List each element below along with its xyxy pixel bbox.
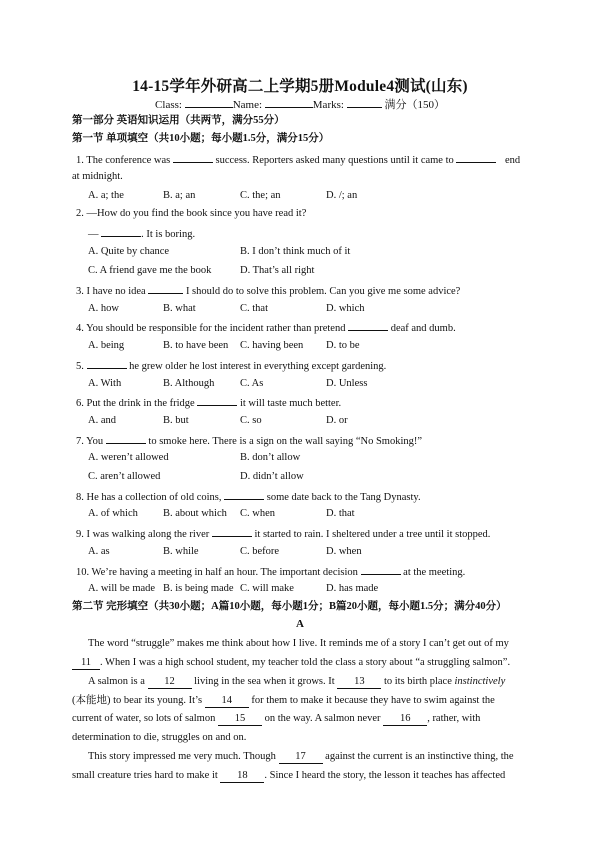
q5-option-a[interactable]: A. With: [88, 378, 122, 389]
q3-option-b[interactable]: B. what: [163, 303, 196, 314]
passage-line: 11 . When I was a high school student, my teacher told the class a story about “a struggling salmon”.: [72, 656, 530, 670]
score-label: 满分（150）: [384, 99, 445, 111]
cloze-blank-16[interactable]: 16: [383, 712, 427, 726]
q5-option-c[interactable]: C. As: [240, 378, 264, 389]
q3-option-a[interactable]: A. how: [88, 303, 119, 314]
answer-blank[interactable]: [456, 152, 496, 163]
q9-option-a[interactable]: A. as: [88, 546, 110, 557]
q4-option-b[interactable]: B. to have been: [163, 340, 229, 351]
question-3-stem: 3. I have no idea I should do to solve this problem. Can you give me some advice?: [76, 283, 460, 298]
class-field[interactable]: [185, 97, 233, 108]
question-1-stem: 1. The conference was success. Reporters asked many questions until it came to end: [76, 152, 520, 167]
question-9-stem: 9. I was walking along the river it started to rain. I sheltered under a tree until it stopped.: [76, 526, 490, 541]
marks-label: Marks:: [312, 99, 344, 111]
q4-option-c[interactable]: C. having been: [240, 340, 304, 351]
q7-option-a[interactable]: A. weren’t allowed: [88, 452, 169, 463]
q10-option-d[interactable]: D. has made: [326, 583, 379, 594]
q5-option-b[interactable]: B. Although: [163, 378, 215, 389]
answer-blank[interactable]: [212, 526, 252, 537]
question-2-answer-line: — . It is boring.: [88, 226, 195, 241]
answer-blank[interactable]: [224, 489, 264, 500]
q3-option-d[interactable]: D. which: [326, 303, 365, 314]
q8-option-c[interactable]: C. when: [240, 508, 275, 519]
answer-blank[interactable]: [173, 152, 213, 163]
question-7-stem: 7. You to smoke here. There is a sign on the wall saying “No Smoking!”: [76, 433, 422, 448]
page-title: 14-15学年外研高二上学期5册Module4测试(山东): [132, 78, 468, 95]
q2-option-b[interactable]: B. I don’t think much of it: [240, 246, 351, 257]
answer-blank[interactable]: [197, 395, 237, 406]
question-5-stem: 5. he grew older he lost interest in everything except gardening.: [76, 358, 386, 373]
q9-option-b[interactable]: B. while: [163, 546, 199, 557]
name-label: Name:: [232, 99, 263, 111]
q6-option-d[interactable]: D. or: [326, 415, 348, 426]
cloze-blank-13[interactable]: 13: [337, 675, 381, 689]
q9-option-c[interactable]: C. before: [240, 546, 280, 557]
q6-option-b[interactable]: B. but: [163, 415, 189, 426]
cloze-blank-12[interactable]: 12: [148, 675, 192, 689]
student-info-line: [0, 96, 600, 112]
q8-option-b[interactable]: B. about which: [163, 508, 227, 519]
section2-title: 第二节 完形填空（共30小题；A篇10小题，每小题1分；B篇20小题，每小题1.5分；满分40分）: [72, 601, 507, 612]
question-4-stem: 4. You should be responsible for the incident rather than pretend deaf and dumb.: [76, 320, 456, 335]
q6-option-c[interactable]: C. so: [240, 415, 262, 426]
answer-blank[interactable]: [101, 226, 141, 237]
q6-option-a[interactable]: A. and: [88, 415, 116, 426]
q8-option-d[interactable]: D. that: [326, 508, 355, 519]
cloze-blank-17[interactable]: 17: [279, 750, 323, 764]
q1-option-a[interactable]: A. a; the: [88, 190, 124, 201]
cloze-blank-11[interactable]: 11: [72, 656, 100, 670]
passage-line: current of water, so lots of salmon 15 on the way. A salmon never 16 , rather, with: [72, 713, 481, 724]
q5-option-d[interactable]: D. Unless: [326, 378, 368, 389]
q10-option-b[interactable]: B. is being made: [163, 583, 234, 594]
question-2-stem: 2. —How do you find the book since you have read it?: [76, 208, 307, 219]
answer-blank[interactable]: [361, 564, 401, 575]
q10-option-c[interactable]: C. will make: [240, 583, 294, 594]
passage-line: determination to die, struggles on and on.: [72, 732, 247, 743]
part1-title: 第一部分 英语知识运用（共两节，满分55分）: [72, 115, 285, 126]
answer-blank[interactable]: [348, 320, 388, 331]
question-8-stem: 8. He has a collection of old coins, some date back to the Tang Dynasty.: [76, 489, 421, 504]
q3-option-c[interactable]: C. that: [240, 303, 268, 314]
q1-option-c[interactable]: C. the; an: [240, 190, 281, 201]
question-1-stem-cont: at midnight.: [72, 171, 123, 182]
question-6-stem: 6. Put the drink in the fridge it will taste much better.: [76, 395, 341, 410]
cloze-blank-14[interactable]: 14: [205, 694, 249, 708]
q8-option-a[interactable]: A. of which: [88, 508, 138, 519]
q1-option-d[interactable]: D. /; an: [326, 190, 358, 201]
cloze-blank-15[interactable]: 15: [218, 712, 262, 726]
question-10-stem: 10. We’re having a meeting in half an hour. The important decision at the meeting.: [76, 564, 465, 579]
class-label: Class:: [155, 99, 182, 111]
name-field[interactable]: [265, 97, 313, 108]
passage-line: small creature tries hard to make it 18 . Since I heard the story, the lesson it teaches has affected: [72, 770, 506, 781]
q7-option-c[interactable]: C. aren’t allowed: [88, 471, 161, 482]
q2-option-c[interactable]: C. A friend gave me the book: [88, 265, 212, 276]
q4-option-a[interactable]: A. being: [88, 340, 125, 351]
answer-blank[interactable]: [106, 433, 146, 444]
section1-title: 第一节 单项填空（共10小题；每小题1.5分，满分15分）: [72, 133, 330, 144]
q9-option-d[interactable]: D. when: [326, 546, 362, 557]
answer-blank[interactable]: [87, 358, 127, 369]
q1-option-b[interactable]: B. a; an: [163, 190, 196, 201]
passage-line: (本能地) to bear its young. It’s 14 for them to make it because they have to swim against the: [72, 695, 495, 706]
marks-field[interactable]: [347, 97, 382, 108]
passage-line: A salmon is a 12 living in the sea when it grows. It 13 to its birth place instinctively: [88, 676, 506, 687]
passage-label: A: [296, 618, 304, 630]
q10-option-a[interactable]: A. will be made: [88, 583, 156, 594]
q4-option-d[interactable]: D. to be: [326, 340, 360, 351]
answer-blank[interactable]: [148, 283, 183, 294]
cloze-blank-18[interactable]: 18: [220, 769, 264, 783]
passage-line: The word “struggle” makes me think about how I live. It reminds me of a story I can’t get out of my: [88, 638, 509, 649]
passage-line: This story impressed me very much. Though 17 against the current is an instinctive thing, the: [88, 751, 514, 762]
q2-option-d[interactable]: D. That’s all right: [240, 265, 315, 276]
q7-option-d[interactable]: D. didn’t allow: [240, 471, 304, 482]
q2-option-a[interactable]: A. Quite by chance: [88, 246, 170, 257]
q7-option-b[interactable]: B. don’t allow: [240, 452, 301, 463]
